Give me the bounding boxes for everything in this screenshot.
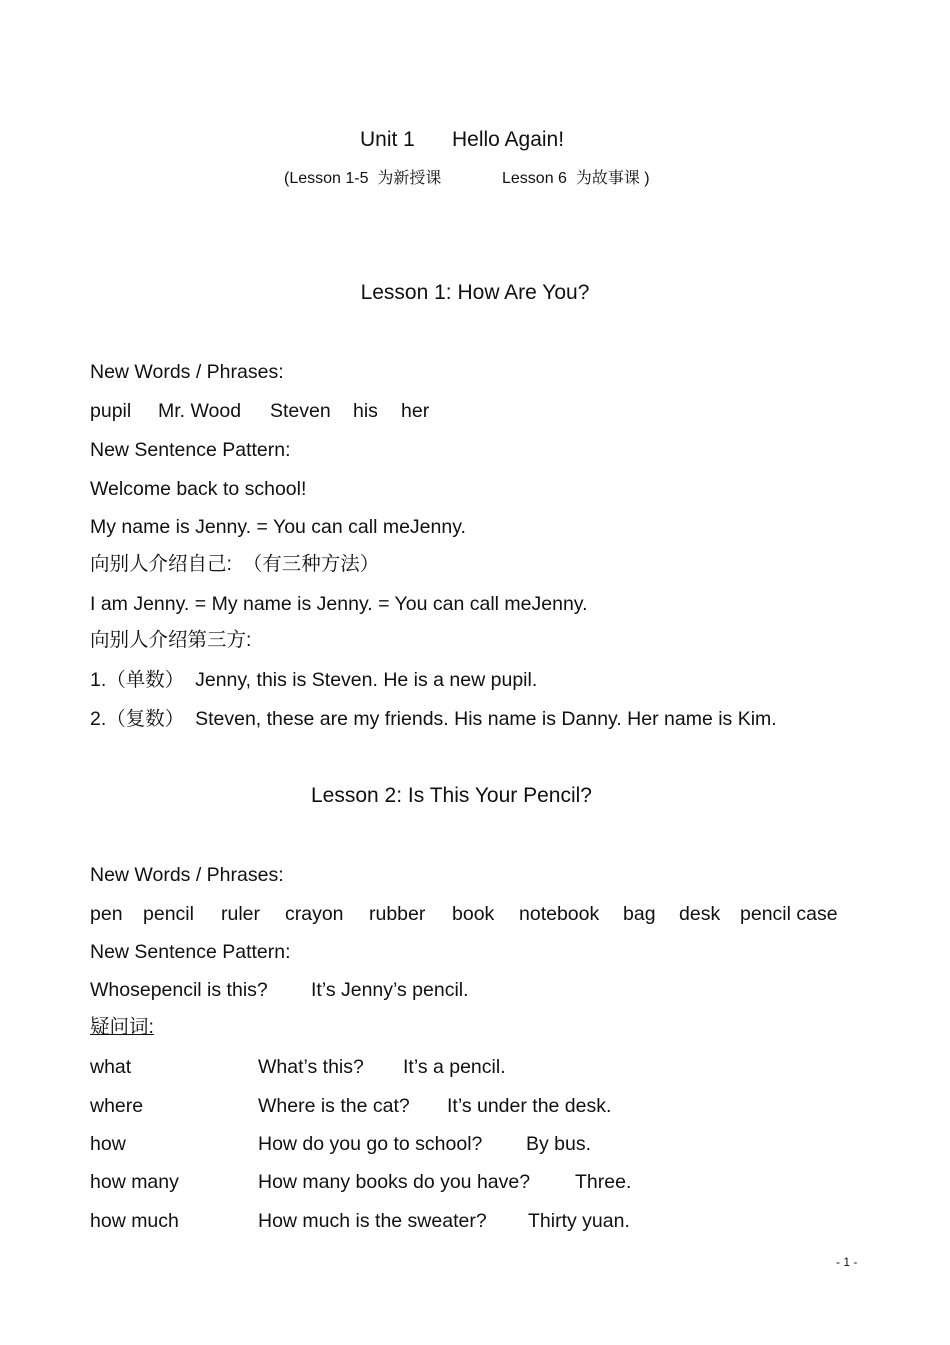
lesson2-pattern-answer: It’s Jenny’s pencil. — [311, 979, 469, 1001]
question-words-heading: 疑问词: — [90, 1016, 154, 1038]
question-example: What’s this? — [258, 1056, 364, 1078]
lesson2-word: rubber — [369, 903, 426, 925]
lesson2-word: crayon — [285, 903, 344, 925]
lesson1-word: pupil — [90, 400, 132, 422]
lesson2-pattern-heading: New Sentence Pattern: — [90, 941, 291, 963]
unit-title: Hello Again! — [452, 128, 565, 151]
lesson2-pattern-question: Whosepencil is this? — [90, 979, 268, 1001]
lesson1-line: 向别人介绍第三方: — [90, 629, 252, 651]
lesson2-word: ruler — [221, 903, 261, 925]
lesson1-line: 向别人介绍自己: （有三种方法） — [90, 553, 380, 575]
lesson2-title: Lesson 2: Is This Your Pencil? — [311, 784, 592, 807]
lesson2-word: pencil case — [740, 903, 838, 925]
question-answer: Three. — [575, 1171, 632, 1193]
page-number: - 1 - — [836, 1255, 858, 1269]
lesson1-word: his — [353, 400, 378, 422]
lesson1-word: Mr. Wood — [158, 400, 242, 422]
lesson2-word: bag — [623, 903, 656, 925]
question-example: How many books do you have? — [258, 1171, 531, 1193]
lesson2-word: notebook — [519, 903, 600, 925]
lesson1-line: 1.（单数） Jenny, this is Steven. He is a new pupil. — [90, 669, 538, 691]
unit-note-a: (Lesson 1-5 为新授课 — [284, 170, 442, 187]
lesson1-word: Steven — [270, 400, 331, 422]
lesson2-words-heading: New Words / Phrases: — [90, 864, 284, 886]
question-word: how much — [90, 1210, 179, 1232]
lesson2-word: pen — [90, 903, 123, 925]
lesson1-pattern-heading: New Sentence Pattern: — [90, 439, 291, 461]
question-answer: It’s under the desk. — [447, 1095, 612, 1117]
question-word: where — [90, 1095, 144, 1117]
question-answer: It’s a pencil. — [403, 1056, 506, 1078]
lesson2-word: desk — [679, 903, 721, 925]
question-example: How much is the sweater? — [258, 1210, 487, 1232]
lesson1-line: I am Jenny. = My name is Jenny. = You can call meJenny. — [90, 593, 588, 615]
question-example: How do you go to school? — [258, 1133, 483, 1155]
lesson1-line: Welcome back to school! — [90, 478, 307, 500]
lesson1-line: My name is Jenny. = You can call meJenny. — [90, 516, 466, 538]
question-answer: By bus. — [526, 1133, 592, 1155]
lesson1-line: 2.（复数） Steven, these are my friends. His name is Danny. Her name is Kim. — [90, 708, 777, 730]
unit-note-b: Lesson 6 为故事课 ) — [502, 170, 650, 187]
question-answer: Thirty yuan. — [528, 1210, 630, 1232]
lesson1-title: Lesson 1: How Are You? — [360, 281, 590, 304]
lesson2-word: book — [452, 903, 495, 925]
lesson1-words-heading: New Words / Phrases: — [90, 361, 284, 383]
question-word: what — [90, 1056, 132, 1078]
question-word: how — [90, 1133, 126, 1155]
lesson1-word: her — [401, 400, 430, 422]
lesson2-word: pencil — [143, 903, 194, 925]
question-word: how many — [90, 1171, 179, 1193]
question-example: Where is the cat? — [258, 1095, 410, 1117]
unit-number: Unit 1 — [360, 128, 415, 151]
